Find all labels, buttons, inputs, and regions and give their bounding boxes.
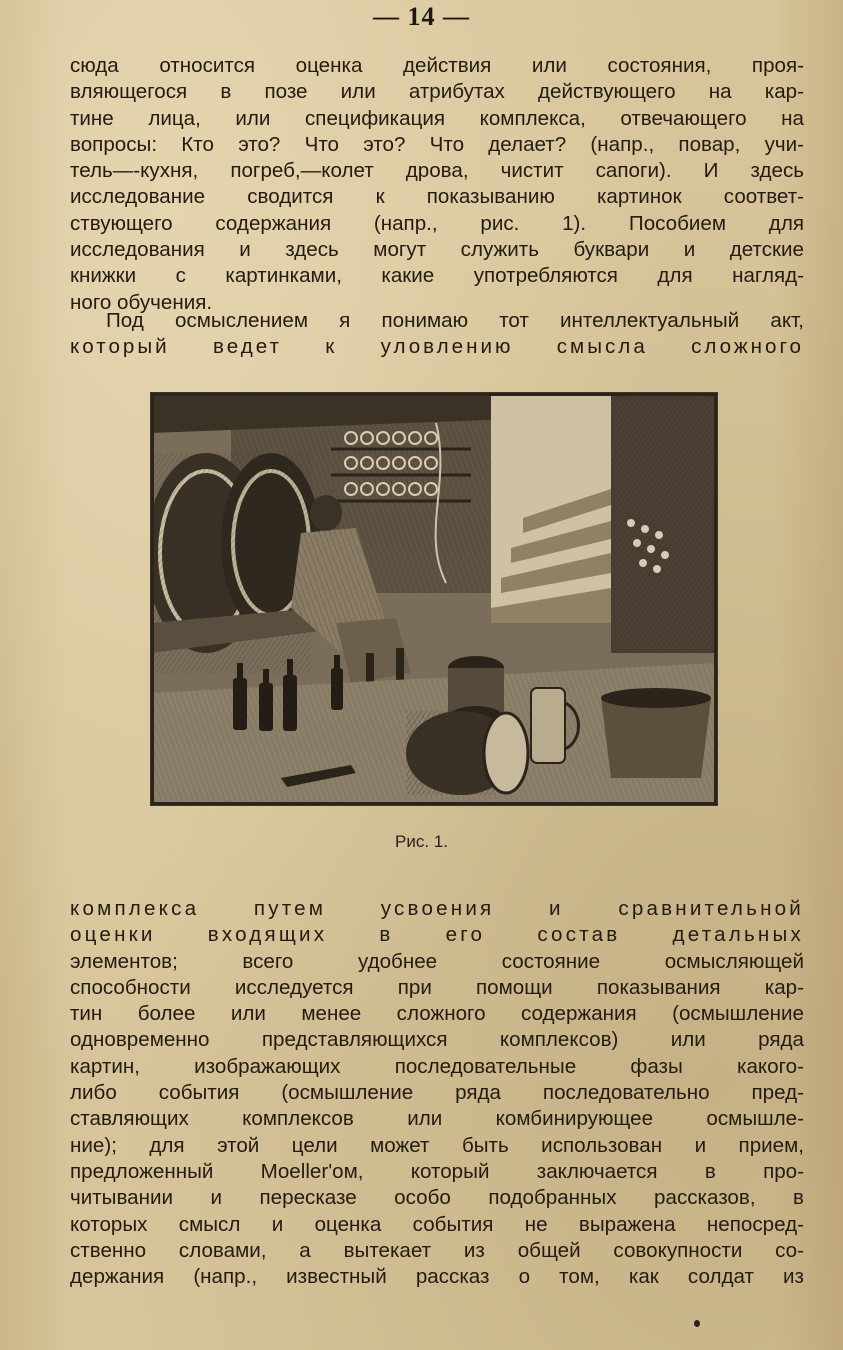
text-line: сюда относится оценка действия или состояния, проя- (70, 54, 804, 77)
text-line: ственно словами, а вытекает из общей совокупности со- (70, 1238, 804, 1262)
text-line: одновременно представляющихся комплексов) или ряда (70, 1028, 804, 1052)
text-line: либо события (осмышление ряда последовательно пред- (70, 1081, 804, 1105)
text-line: вопросы: Кто это? Что это? Что делает? (напр., повар, учи- (70, 132, 804, 156)
text-line: ного обучения. (70, 290, 213, 314)
paragraph-2 (70, 308, 804, 361)
text-line: читывании и пересказе особо подобранных рассказов, в (70, 1186, 804, 1210)
text-line: Под осмыслением я понимаю тот интеллектуальный акт, (106, 309, 804, 332)
text-line: предложенный Moeller'ом, который заключается в про- (70, 1159, 804, 1183)
text-line: книжки с картинками, какие употребляются для нагляд- (70, 264, 804, 288)
paragraph-1 (70, 53, 804, 316)
page-number: — 14 — (373, 2, 470, 31)
text-line: ствующего содержания (напр., рис. 1). Пособием для (70, 211, 804, 235)
text-line: исследование сводится к показыванию картинок соответ- (70, 185, 804, 209)
text-line: ставляющих комплексов или комбинирующее осмышле- (70, 1107, 804, 1131)
text-line: тин более или менее сложного содержания (осмышление (70, 1002, 804, 1026)
figure-cellar-illustration (150, 392, 718, 806)
text-line: тине лица, или спецификация комплекса, отвечающего на (70, 106, 804, 130)
paragraph-3 (70, 896, 804, 1290)
text-line: исследования и здесь могут служить буквари и детские (70, 238, 804, 262)
cellar-engraving (151, 393, 717, 805)
ink-speck (694, 1320, 700, 1327)
figure-caption: Рис. 1. (395, 832, 448, 851)
text-line: тель—-кухня, погреб,—колет дрова, чистит сапоги). И здесь (70, 159, 804, 183)
text-line: ние); для этой цели может быть использован и прием, (70, 1133, 804, 1157)
text-line: которых смысл и оценка события не выражена непосред- (70, 1212, 804, 1236)
text-line: комплекса путем усвоения и сравнительной (70, 897, 804, 920)
text-line: способности исследуется при помощи показывания кар- (70, 975, 804, 999)
text-line: элементов; всего удобнее состояние осмысляющей (70, 949, 804, 973)
text-line: который ведет к уловлению смысла сложного (70, 335, 804, 359)
text-line: вляющегося в позе или атрибутах действующего на кар- (70, 80, 804, 104)
text-line: оценки входящих в его состав детальных (70, 923, 804, 947)
text-line: картин, изображающих последовательные фазы какого- (70, 1054, 804, 1078)
text-line: держания (напр., известный рассказ о том, как солдат из (70, 1265, 804, 1289)
